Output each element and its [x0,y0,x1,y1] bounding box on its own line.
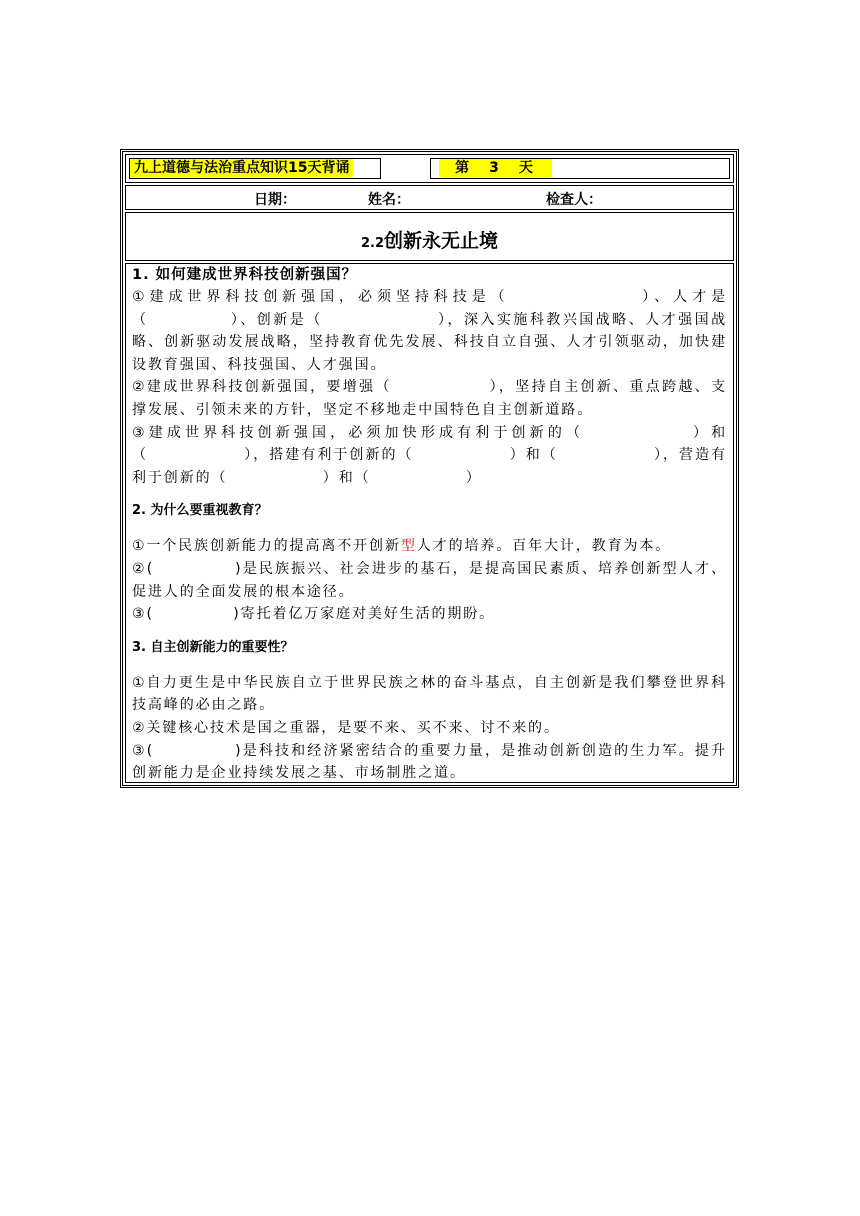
q2-p1-red-char: 型 [400,538,417,555]
content-area [125,263,734,783]
info-row [125,185,734,210]
day-label: 第 3 天 [439,159,552,177]
book-title: 九上道德与法治重点知识15天背诵 [130,159,353,177]
section-number: 2.2 [360,236,384,251]
day-cell [430,158,730,179]
q1-paragraph-1: ①建成世界科技创新强国，必须坚持科技是（ ）、人才是（ ）、创新是（ ），深入实施科教兴国战略、人才强国战略、创新驱动发展战略，坚持教育优先发展、科技自立自强、人才引领驱动，加快建设教育强国、科技强国、人才强国。 [132,289,727,373]
q3-paragraph-3: ③( )是科技和经济紧密结合的重要力量，是推动创新创造的生力军。提升创新能力是企业持续发展之基、市场制胜之道。 [132,742,727,782]
section-name: 创新永无止境 [384,230,499,252]
question-2-title: 2. 为什么要重视教育？ [132,503,268,519]
section-title-row [125,212,734,261]
question-1-title: 1. 如何建成世界科技创新强国？ [132,267,358,283]
q1-paragraph-2: ②建成世界科技创新强国，要增强（ ），坚持自主创新、重点跨越、支撑发展、引领未来的方针，坚定不移地走中国特色自主创新道路。 [132,379,727,418]
name-label: 姓名： [368,192,410,208]
question-3-title: 3. 自主创新能力的重要性？ [132,639,294,655]
q3-paragraph-2: ②关键核心技术是国之重器，是要不来、买不来、讨不来的。 [132,719,560,736]
q1-paragraph-3: ③建成世界科技创新强国，必须加快形成有利于创新的（ ）和（ ），搭建有利于创新的（ ）和（ ），营造有利于创新的（ ）和（ ） [132,424,727,486]
q2-paragraph-1 [132,535,727,558]
section-title [126,226,733,253]
header-row [125,154,734,183]
q2-paragraph-2: ②( )是民族振兴、社会进步的基石，是提高国民素质、培养创新型人才、促进人的全面发展的根本途径。 [132,560,727,600]
q2-p1-text-a: ①一个民族创新能力的提高离不开创新 [132,538,401,555]
checker-label: 检查人： [546,192,602,208]
q3-paragraph-1: ①自力更生是中华民族自立于世界民族之林的奋斗基点，自主创新是我们攀登世界科技高峰的必由之路。 [132,674,727,714]
q2-p1-text-b: 人才的培养。百年大计，教育为本。 [416,538,672,555]
q2-paragraph-3: ③( )寄托着亿万家庭对美好生活的期盼。 [132,606,496,623]
book-title-cell [129,158,381,179]
worksheet [120,149,739,788]
date-label: 日期： [254,192,296,208]
